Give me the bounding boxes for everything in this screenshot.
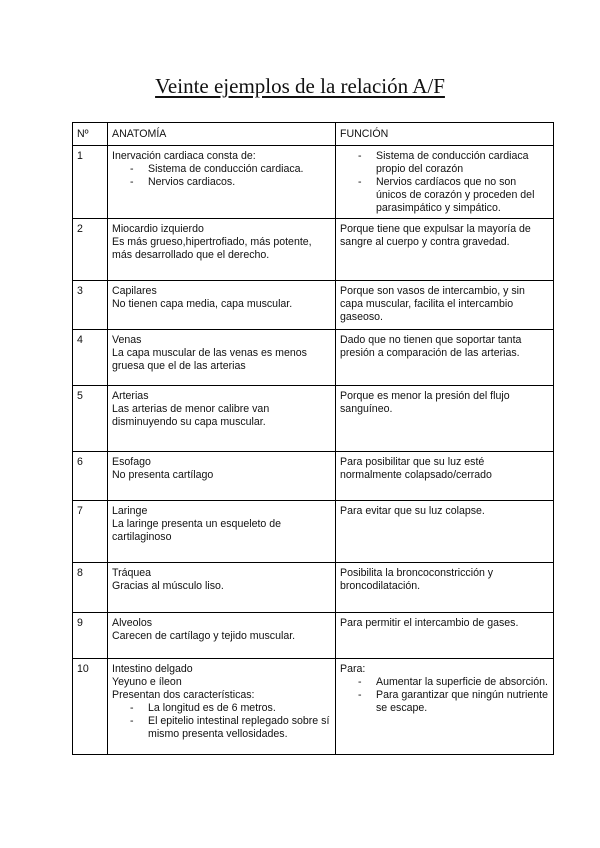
anatomy-text: La laringe presenta un esqueleto de cartilaginoso [112, 518, 282, 543]
bullet-item: - Nervios cardiacos. [112, 176, 331, 189]
anatomy-text: Yeyuno e íleon [112, 676, 182, 688]
function-cell [336, 659, 554, 755]
anatomy-text: Carecen de cartílago y tejido muscular. [112, 630, 296, 642]
anatomy-cell [108, 386, 336, 452]
anatomy-text: Gracias al músculo liso. [112, 580, 224, 592]
anatomy-cell [108, 613, 336, 659]
function-cell [336, 219, 554, 281]
row-number: 9 [73, 613, 108, 659]
table-row [73, 281, 554, 330]
function-text: Posibilita la broncoconstricción y broncodilatación. [340, 567, 494, 592]
function-text: Porque es menor la presión del flujo sanguíneo. [340, 390, 510, 415]
page-title: Veinte ejemplos de la relación A/F [155, 74, 445, 98]
anatomy-text: Es más grueso,hipertrofiado, más potente, más desarrollado que el derecho. [112, 236, 312, 261]
anatomy-cell [108, 501, 336, 563]
header-number: Nº [73, 123, 108, 146]
function-text: Para posibilitar que su luz esté normalmente colapsado/cerrado [340, 456, 492, 481]
table-row [73, 452, 554, 501]
bullet-item: - La longitud es de 6 metros. [112, 702, 331, 715]
anatomy-text: Presentan dos características: [112, 689, 255, 701]
anatomy-function-table [72, 122, 554, 755]
row-number: 3 [73, 281, 108, 330]
anatomy-cell [108, 563, 336, 613]
bullet-item: - Sistema de conducción cardiaca propio del corazón [340, 150, 549, 176]
table-row [73, 659, 554, 755]
function-text: Porque tiene que expulsar la mayoría de sangre al cuerpo y contra gravedad. [340, 223, 531, 248]
table-header-row [73, 123, 554, 146]
function-cell [336, 501, 554, 563]
function-text: Para: [340, 663, 366, 675]
anatomy-cell [108, 330, 336, 386]
anatomy-text: No presenta cartílago [112, 469, 214, 481]
anatomy-text: Tráquea [112, 567, 152, 579]
anatomy-cell [108, 281, 336, 330]
anatomy-text: Inervación cardiaca consta de: [112, 150, 256, 162]
header-anatomy: ANATOMÍA [108, 123, 336, 146]
bullet-item: - Aumentar la superficie de absorción. [340, 676, 549, 689]
bullet-item: - El epitelio intestinal replegado sobre sí mismo presenta vellosidades. [112, 715, 331, 741]
table-row [73, 563, 554, 613]
anatomy-bullet-list [112, 163, 331, 189]
anatomy-cell [108, 219, 336, 281]
anatomy-bullet-list [112, 702, 331, 741]
anatomy-text: Intestino delgado [112, 663, 193, 675]
function-cell [336, 146, 554, 219]
bullet-item: - Nervios cardíacos que no son únicos de corazón y proceden del parasimpático y simpático. [340, 176, 549, 215]
table-row [73, 386, 554, 452]
anatomy-text: Arterias [112, 390, 149, 402]
table-row [73, 330, 554, 386]
function-cell [336, 563, 554, 613]
function-text: Para permitir el intercambio de gases. [340, 617, 519, 629]
row-number: 5 [73, 386, 108, 452]
anatomy-cell [108, 659, 336, 755]
header-function: FUNCIÓN [336, 123, 554, 146]
row-number: 6 [73, 452, 108, 501]
table-row [73, 613, 554, 659]
anatomy-text: Esofago [112, 456, 151, 468]
function-cell [336, 281, 554, 330]
anatomy-text: Miocardio izquierdo [112, 223, 204, 235]
anatomy-cell [108, 452, 336, 501]
function-bullet-list [340, 150, 549, 215]
row-number: 7 [73, 501, 108, 563]
function-cell [336, 330, 554, 386]
bullet-item: - Sistema de conducción cardiaca. [112, 163, 331, 176]
table-row [73, 501, 554, 563]
row-number: 1 [73, 146, 108, 219]
table-body [73, 146, 554, 755]
anatomy-text: Laringe [112, 505, 148, 517]
anatomy-text: Venas [112, 334, 142, 346]
row-number: 4 [73, 330, 108, 386]
row-number: 10 [73, 659, 108, 755]
anatomy-cell [108, 146, 336, 219]
anatomy-text: Las arterias de menor calibre van disminuyendo su capa muscular. [112, 403, 270, 428]
row-number: 2 [73, 219, 108, 281]
anatomy-text: La capa muscular de las venas es menos gruesa que el de las arterias [112, 347, 307, 372]
function-bullet-list [340, 676, 549, 715]
anatomy-text: Alveolos [112, 617, 153, 629]
row-number: 8 [73, 563, 108, 613]
bullet-item: - Para garantizar que ningún nutriente se escape. [340, 689, 549, 715]
table-row [73, 219, 554, 281]
function-text: Porque son vasos de intercambio, y sin capa muscular, facilita el intercambio gaseoso. [340, 285, 525, 323]
function-text: Para evitar que su luz colapse. [340, 505, 485, 517]
function-cell [336, 386, 554, 452]
function-cell [336, 613, 554, 659]
anatomy-text: Capilares [112, 285, 157, 297]
function-cell [336, 452, 554, 501]
function-text: Dado que no tienen que soportar tanta presión a comparación de las arterias. [340, 334, 522, 359]
anatomy-text: No tienen capa media, capa muscular. [112, 298, 293, 310]
table-row [73, 146, 554, 219]
